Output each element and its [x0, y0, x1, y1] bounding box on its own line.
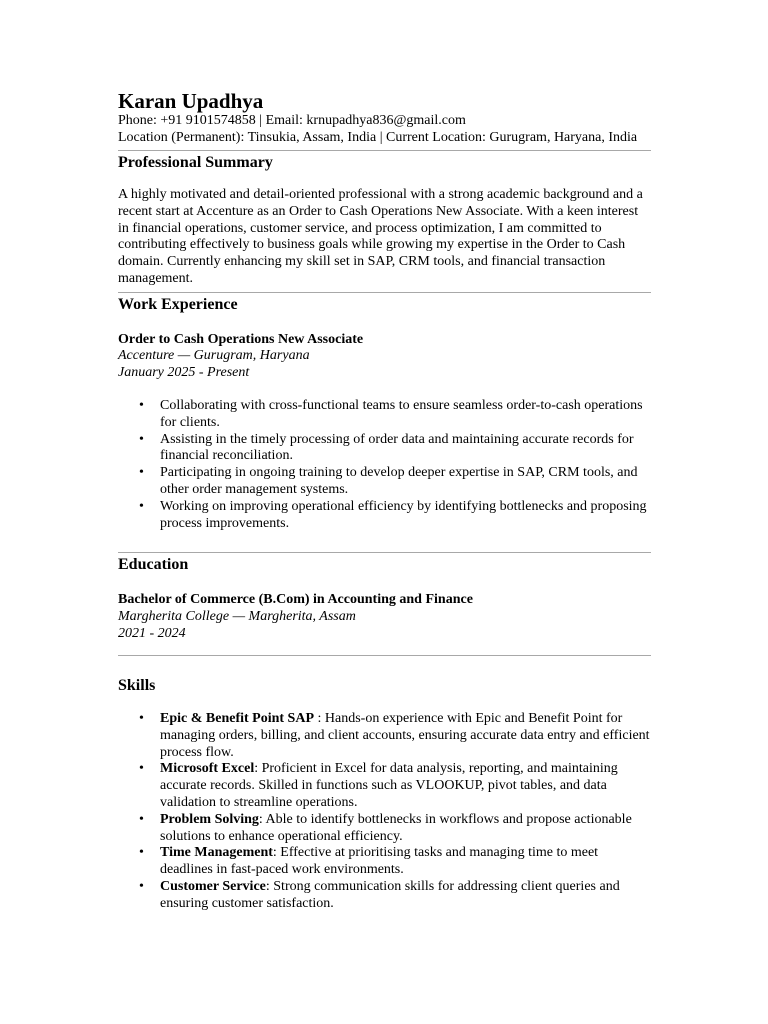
bullet-text: Working on improving operational efficiency by identifying bottlenecks and proposing process improvements.	[160, 498, 647, 531]
bullet-text: Assisting in the timely processing of order data and maintaining accurate records for financial reconciliation.	[160, 431, 634, 464]
summary-text: A highly motivated and detail-oriented professional with a strong academic background and a recent start at Accenture as an Order to Cash Operations New Associate. With a keen interest in financial operations, customer service, and process optimization, I am committed to contributing effectively to business goals while growing my expertise in the Order to Cash domain. Currently enhancing my skill set in SAP, CRM tools, and financial transaction management.	[118, 187, 643, 286]
summary-heading: Professional Summary	[118, 154, 273, 171]
skill-description: : Effective at prioritising tasks and managing time to meet deadlines in fast-paced work environments.	[160, 845, 599, 878]
skill-description: : Proficient in Excel for data analysis, reporting, and maintaining accurate records. Skilled in functions such as VLOOKUP, pivot tables, and data validation to streamline operations.	[160, 761, 618, 810]
degree-title: Bachelor of Commerce (B.Com) in Accounting and Finance	[118, 592, 473, 607]
bullet-icon: •	[139, 431, 144, 447]
skills-heading: Skills	[118, 677, 156, 694]
section-divider	[118, 150, 651, 151]
skill-name: Epic & Benefit Point SAP	[160, 711, 314, 726]
job-title: Order to Cash Operations New Associate	[118, 332, 364, 347]
section-divider	[118, 655, 651, 656]
candidate-name: Karan Upadhya	[118, 89, 264, 113]
education-years: 2021 - 2024	[118, 626, 186, 641]
section-divider	[118, 292, 651, 293]
section-divider	[118, 552, 651, 553]
education-heading: Education	[118, 556, 189, 573]
list-item	[118, 398, 651, 432]
contact-line: Phone: +91 9101574858 | Email: krnupadhya836@gmail.com	[118, 113, 466, 128]
school-name: Margherita College — Margherita, Assam	[118, 609, 356, 624]
bullet-text: Collaborating with cross-functional teams to ensure seamless order-to-cash operations for clients.	[160, 398, 643, 430]
skill-description: : Hands-on experience with Epic and Benefit Point for managing orders, billing, and client accounts, ensuring accurate data entry and efficient process flow.	[160, 711, 650, 760]
bullet-icon: •	[139, 845, 144, 861]
skill-item	[118, 845, 651, 879]
bullet-icon: •	[139, 878, 144, 894]
list-item	[118, 432, 651, 466]
list-item	[118, 465, 651, 499]
bullet-icon: •	[139, 398, 144, 413]
bullet-icon: •	[139, 761, 144, 777]
bullet-icon: •	[139, 465, 144, 481]
skill-name: Time Management	[160, 845, 273, 861]
job-company: Accenture — Gurugram, Haryana	[118, 348, 310, 363]
skill-description: : Able to identify bottlenecks in workflows and propose actionable solutions to enhance operational efficiency.	[160, 811, 632, 844]
skill-item	[118, 761, 651, 811]
bullet-icon: •	[139, 811, 144, 827]
skill-item	[118, 812, 651, 846]
bullet-icon: •	[139, 498, 144, 514]
skills-list	[118, 711, 651, 913]
skill-item	[118, 711, 651, 761]
skill-item	[118, 879, 651, 913]
list-item	[118, 499, 651, 533]
skill-name: Customer Service	[160, 878, 266, 894]
job-dates: January 2025 - Present	[118, 365, 250, 380]
bullet-text: Participating in ongoing training to develop deeper expertise in SAP, CRM tools, and other order management systems.	[160, 465, 638, 497]
location-line: Location (Permanent): Tinsukia, Assam, India | Current Location: Gurugram, Haryana, India	[118, 130, 638, 145]
skill-description: : Strong communication skills for addressing client queries and ensuring customer satisfaction.	[160, 878, 620, 911]
experience-bullets	[118, 398, 651, 532]
bullet-icon: •	[139, 711, 144, 726]
skill-name: Microsoft Excel	[160, 761, 255, 777]
experience-heading: Work Experience	[118, 296, 238, 313]
skill-name: Problem Solving	[160, 811, 259, 827]
